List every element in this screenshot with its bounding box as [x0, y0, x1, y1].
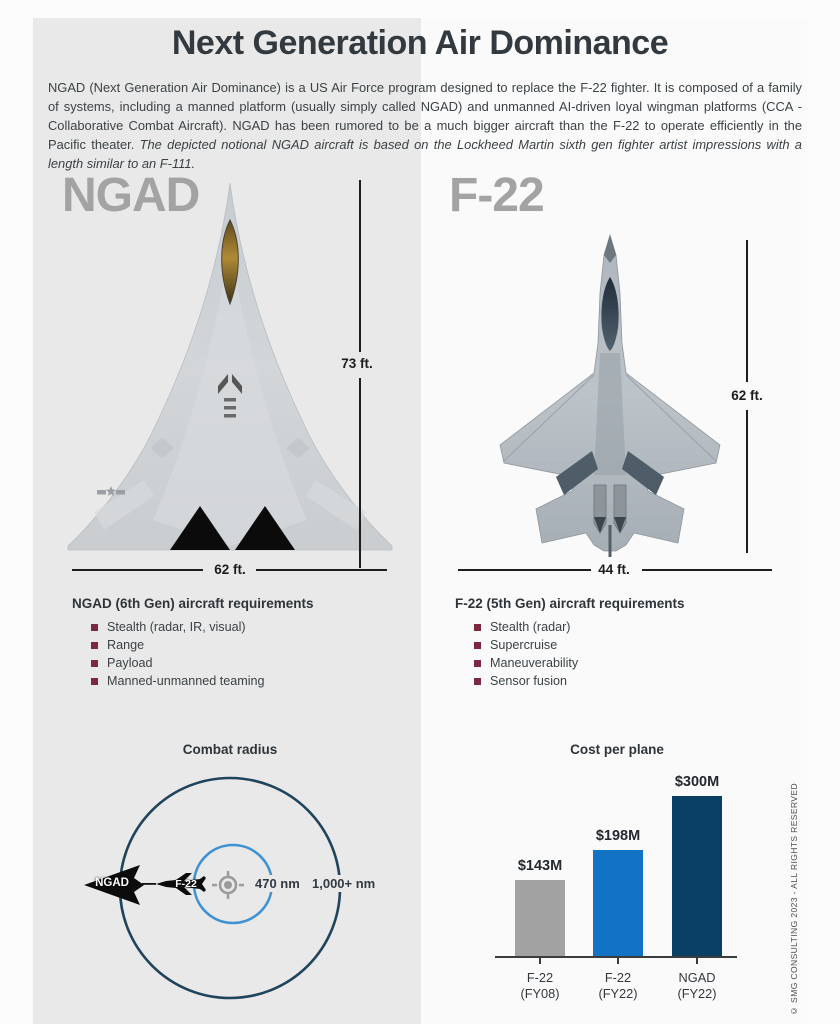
outer-radius-label: 1,000+ nm: [309, 875, 378, 892]
bullet-square-icon: [91, 660, 98, 667]
bar: [515, 880, 565, 956]
list-item: Range: [72, 638, 402, 652]
list-item: Sensor fusion: [455, 674, 785, 688]
f22-marker-label: F-22: [175, 878, 197, 890]
combat-radius-title: Combat radius: [182, 742, 278, 757]
axis-tick: [539, 958, 541, 964]
ngad-aircraft-illustration: [58, 180, 402, 562]
bar-value-label: $300M: [674, 774, 720, 790]
list-item: Payload: [72, 656, 402, 670]
ngad-marker-label: NGAD: [95, 877, 129, 889]
bullet-square-icon: [474, 678, 481, 685]
axis-tick: [617, 958, 619, 964]
ngad-requirements: [72, 596, 402, 692]
f22-aircraft-illustration: [488, 233, 733, 559]
bullet-square-icon: [91, 642, 98, 649]
ngad-requirements-title: NGAD (6th Gen) aircraft requirements: [72, 596, 314, 611]
ngad-span-label: 62 ft.: [214, 562, 246, 577]
ngad-span-dim-line-left: [72, 569, 203, 571]
ngad-length-dim-line-top: [359, 180, 361, 352]
f22-requirements-title: F-22 (5th Gen) aircraft requirements: [455, 596, 685, 611]
ngad-length-label: 73 ft.: [341, 356, 373, 371]
inner-radius-label: 470 nm: [252, 875, 303, 892]
f22-watermark: F-22: [449, 169, 544, 222]
chart-x-axis: [495, 956, 737, 958]
list-item: Manned-unmanned teaming: [72, 674, 402, 688]
ngad-watermark: NGAD: [62, 169, 200, 222]
intro-text-italic: The depicted notional NGAD aircraft is based on the Lockheed Martin sixth gen fighter artist impressions with a length similar to an F-111.: [48, 137, 802, 171]
bullet-square-icon: [474, 624, 481, 631]
bar: [593, 850, 643, 956]
f22-span-dim-line-left: [458, 569, 591, 571]
f22-length-dim-line-bottom: [746, 410, 748, 553]
bar-value-label: $198M: [595, 828, 641, 844]
bar-value-label: $143M: [517, 858, 563, 874]
bar-category-label: F-22 (FY08): [520, 970, 560, 1001]
bar: [672, 796, 722, 956]
intro-text-main: NGAD (Next Generation Air Dominance) is a US Air Force program designed to replace the F-22 fighter. It is composed of a family of systems, including a manned platform (usually simply called NGAD) and unmanned AI-driven loyal wingman platforms (CCA - Collaborative Combat Aircraft). NGAD has been rumored to be a much bigger aircraft than the F-22 to operate efficiently in the Pacific theater.: [48, 80, 802, 152]
list-item: Stealth (radar): [455, 620, 785, 634]
ngad-length-dim-line-bottom: [359, 378, 361, 568]
f22-length-label: 62 ft.: [731, 388, 763, 403]
combat-radius-diagram: [70, 733, 390, 1024]
bar-category-label: NGAD (FY22): [677, 970, 717, 1001]
copyright-notice: © SMG CONSULTING 2023 - ALL RIGHTS RESERVED: [789, 783, 799, 1016]
f22-requirements: [455, 596, 785, 692]
cost-chart-title: Cost per plane: [570, 742, 664, 757]
bullet-square-icon: [474, 642, 481, 649]
bar-category-label: F-22 (FY22): [598, 970, 638, 1001]
intro-paragraph: [48, 78, 802, 173]
bullet-square-icon: [91, 624, 98, 631]
target-center-icon: [212, 871, 244, 899]
bullet-square-icon: [474, 660, 481, 667]
list-item: Supercruise: [455, 638, 785, 652]
f22-span-dim-line-right: [642, 569, 772, 571]
page-title: Next Generation Air Dominance: [171, 24, 669, 62]
axis-tick: [696, 958, 698, 964]
f22-length-dim-line-top: [746, 240, 748, 382]
cost-per-plane-chart: [450, 733, 790, 1024]
list-item: Maneuverability: [455, 656, 785, 670]
f22-span-label: 44 ft.: [598, 562, 630, 577]
ngad-span-dim-line-right: [256, 569, 387, 571]
list-item: Stealth (radar, IR, visual): [72, 620, 402, 634]
bullet-square-icon: [91, 678, 98, 685]
